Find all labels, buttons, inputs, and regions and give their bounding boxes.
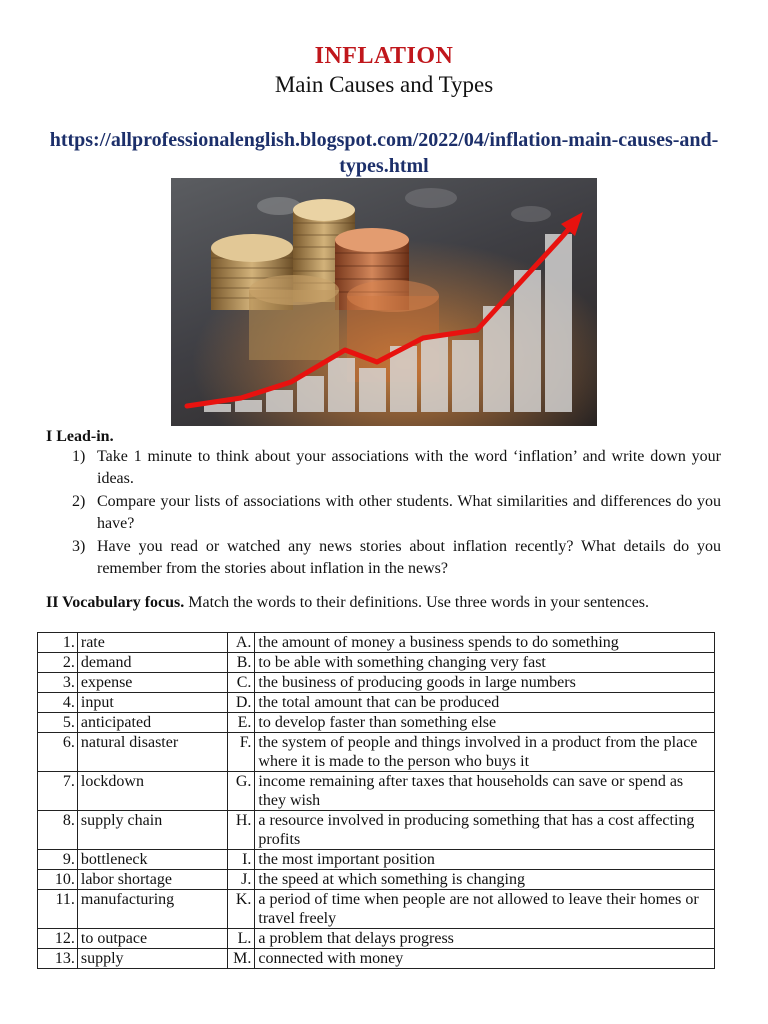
definition-letter: E.	[228, 713, 255, 733]
term-word: input	[77, 693, 228, 713]
list-item-text: Have you read or watched any news stories about inflation recently? What details do you remember from the stories about inflation in the news?	[97, 538, 721, 577]
lead-in-list	[62, 446, 721, 581]
table-row	[38, 633, 715, 653]
term-word: labor shortage	[77, 870, 228, 890]
inflation-illustration	[171, 178, 597, 426]
table-row	[38, 870, 715, 890]
list-item	[62, 536, 721, 580]
term-word: to outpace	[77, 929, 228, 949]
definition-text: the business of producing goods in large numbers	[255, 673, 715, 693]
list-item	[62, 446, 721, 490]
table-row	[38, 713, 715, 733]
table-row	[38, 850, 715, 870]
lead-in-heading: I Lead-in.	[46, 428, 114, 445]
definition-text: a resource involved in producing something that has a cost affecting profits	[255, 811, 715, 850]
definition-letter: B.	[228, 653, 255, 673]
definition-text: the speed at which something is changing	[255, 870, 715, 890]
term-word: natural disaster	[77, 733, 228, 772]
term-word: bottleneck	[77, 850, 228, 870]
definition-letter: K.	[228, 890, 255, 929]
term-number: 9.	[38, 850, 78, 870]
source-url: https://allprofessionalenglish.blogspot.com/2022/04/inflation-main-causes-and-types.html	[49, 129, 719, 177]
list-item-text: Take 1 minute to think about your associations with the word ‘inflation’ and write down your ideas.	[97, 448, 721, 487]
table-row	[38, 733, 715, 772]
definition-letter: G.	[228, 772, 255, 811]
term-number: 5.	[38, 713, 78, 733]
definition-text: connected with money	[255, 949, 715, 969]
term-number: 13.	[38, 949, 78, 969]
definition-letter: D.	[228, 693, 255, 713]
term-number: 8.	[38, 811, 78, 850]
term-word: supply	[77, 949, 228, 969]
list-item-number: 2)	[72, 493, 86, 510]
vocabulary-instruction-text: Match the words to their definitions. Use three words in your sentences.	[188, 594, 650, 611]
term-word: demand	[77, 653, 228, 673]
term-word: anticipated	[77, 713, 228, 733]
term-number: 4.	[38, 693, 78, 713]
vocabulary-instructions	[46, 593, 721, 612]
table-row	[38, 811, 715, 850]
term-word: expense	[77, 673, 228, 693]
definition-text: the system of people and things involved in a product from the place where it is made to the person who buys it	[255, 733, 715, 772]
table-row	[38, 929, 715, 949]
list-item	[62, 491, 721, 535]
list-item-number: 3)	[72, 538, 86, 555]
coins-and-rising-chart-image	[171, 178, 597, 426]
table-row	[38, 693, 715, 713]
page-subtitle: Main Causes and Types	[274, 72, 494, 97]
definition-text: the amount of money a business spends to do something	[255, 633, 715, 653]
definition-letter: I.	[228, 850, 255, 870]
definition-letter: F.	[228, 733, 255, 772]
definition-text: income remaining after taxes that households can save or spend as they wish	[255, 772, 715, 811]
definition-text: to develop faster than something else	[255, 713, 715, 733]
term-word: supply chain	[77, 811, 228, 850]
definition-text: the most important position	[255, 850, 715, 870]
definition-text: to be able with something changing very fast	[255, 653, 715, 673]
table-row	[38, 653, 715, 673]
term-number: 10.	[38, 870, 78, 890]
term-number: 12.	[38, 929, 78, 949]
definition-letter: M.	[228, 949, 255, 969]
table-row	[38, 890, 715, 929]
definition-text: a problem that delays progress	[255, 929, 715, 949]
term-number: 11.	[38, 890, 78, 929]
definition-letter: C.	[228, 673, 255, 693]
definition-letter: H.	[228, 811, 255, 850]
table-row	[38, 772, 715, 811]
term-number: 6.	[38, 733, 78, 772]
table-row	[38, 673, 715, 693]
term-number: 1.	[38, 633, 78, 653]
definition-letter: A.	[228, 633, 255, 653]
term-word: rate	[77, 633, 228, 653]
page-title: INFLATION	[314, 43, 454, 69]
definition-letter: L.	[228, 929, 255, 949]
term-word: lockdown	[77, 772, 228, 811]
definition-letter: J.	[228, 870, 255, 890]
vocabulary-matching-table	[37, 632, 715, 969]
list-item-text: Compare your lists of associations with other students. What similarities and differences do you have?	[97, 493, 721, 532]
definition-text: the total amount that can be produced	[255, 693, 715, 713]
vocabulary-heading: II Vocabulary focus.	[46, 594, 185, 611]
term-number: 7.	[38, 772, 78, 811]
term-number: 3.	[38, 673, 78, 693]
term-number: 2.	[38, 653, 78, 673]
list-item-number: 1)	[72, 448, 86, 465]
table-row	[38, 949, 715, 969]
term-word: manufacturing	[77, 890, 228, 929]
definition-text: a period of time when people are not allowed to leave their homes or travel freely	[255, 890, 715, 929]
